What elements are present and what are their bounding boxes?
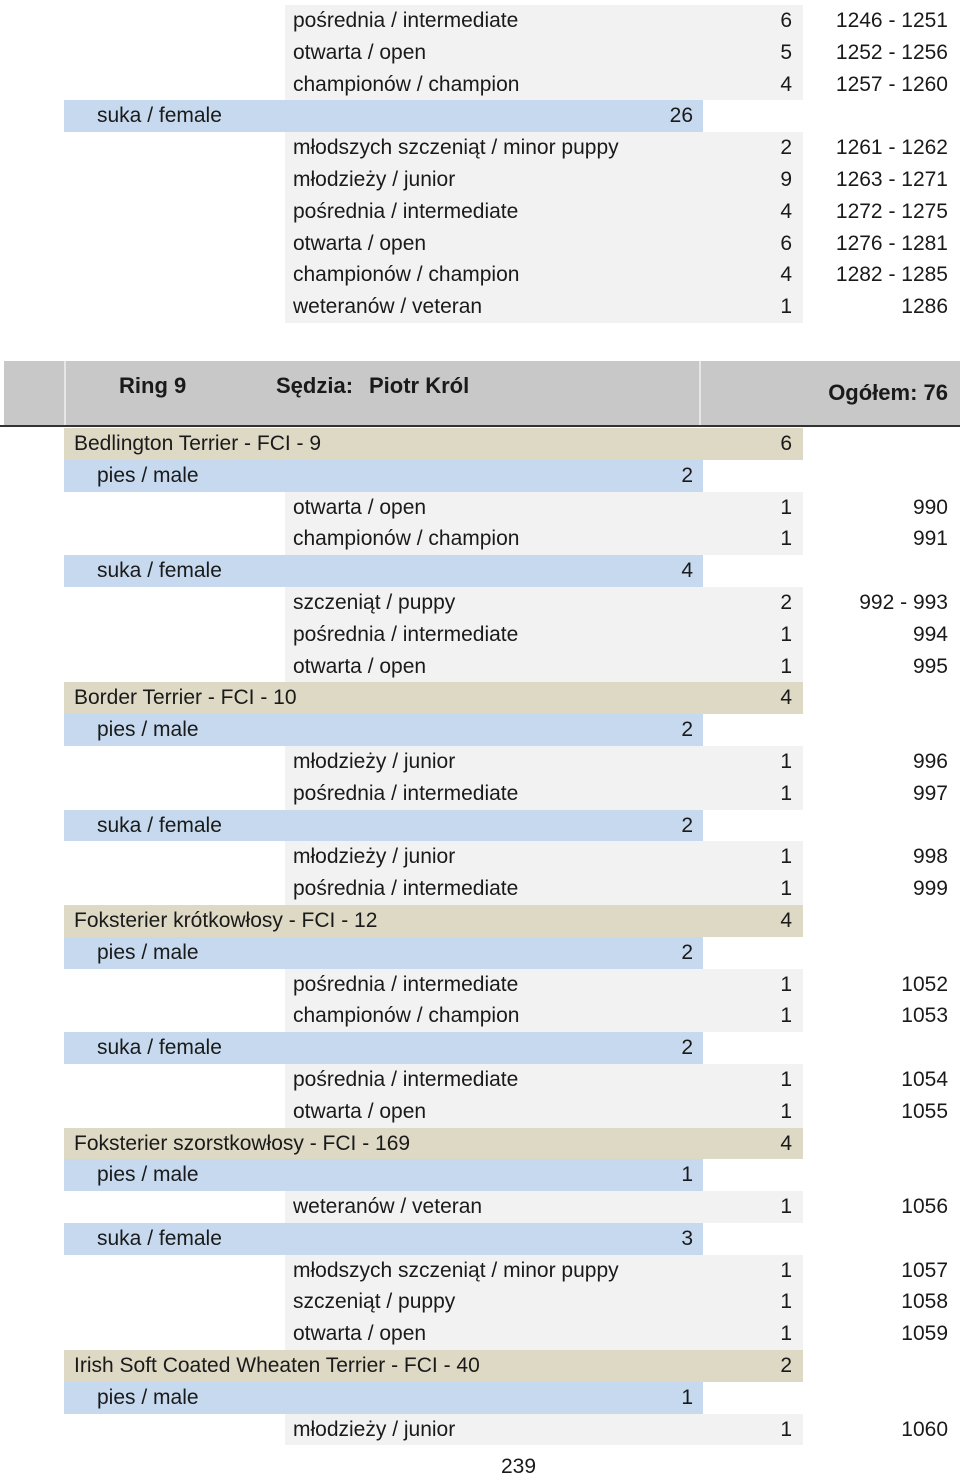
catalog-numbers: 1272 - 1275 [835,199,948,223]
class-entry-count: 1 [780,1322,792,1346]
sex-name: suka / female [97,559,222,583]
judge-label: Sędzia: [276,372,354,398]
sex-row [0,1382,960,1414]
catalog-numbers: 1282 - 1285 [835,263,948,287]
ring-listing [0,428,960,1446]
class-entry-count: 1 [780,749,792,773]
class-name: otwarta / open [293,40,427,64]
class-entry-count: 1 [780,527,792,551]
sex-row [0,714,960,746]
breed-name: Irish Soft Coated Wheaten Terrier - FCI - 40 [74,1354,480,1378]
class-name: młodzieży / junior [293,845,456,869]
class-row [0,1255,960,1287]
breed-name: Foksterier krótkowłosy - FCI - 12 [74,908,378,932]
sex-name: pies / male [97,1385,199,1409]
catalog-numbers: 1059 [901,1322,948,1346]
sex-name: pies / male [97,1163,199,1187]
class-entry-count: 1 [780,1417,792,1441]
class-name: młodzieży / junior [293,1417,456,1441]
class-entry-count: 1 [780,781,792,805]
sex-entry-count: 3 [681,1226,693,1250]
catalog-numbers: 996 [912,749,948,773]
breed-entry-count: 4 [780,1131,792,1155]
breed-entry-count: 2 [780,1354,792,1378]
class-entry-count: 1 [780,654,792,678]
class-name: młodzieży / junior [293,167,456,191]
class-row [0,164,960,196]
sex-entry-count: 26 [669,104,693,128]
sex-name: pies / male [97,718,199,742]
sex-name: suka / female [97,104,222,128]
sex-entry-count: 4 [681,559,693,583]
class-name: championów / champion [293,72,520,96]
class-name: otwarta / open [293,1322,427,1346]
class-row [0,196,960,228]
class-name: championów / champion [293,263,520,287]
catalog-numbers: 992 - 993 [859,590,948,614]
class-entry-count: 1 [780,1004,792,1028]
class-row [0,492,960,524]
class-row [0,1064,960,1096]
class-name: otwarta / open [293,1099,427,1123]
sex-entry-count: 2 [681,940,693,964]
catalog-numbers: 1252 - 1256 [835,40,948,64]
breed-name: Foksterier szorstkowłosy - FCI - 169 [74,1131,411,1155]
class-row [0,5,960,37]
catalog-numbers: 1286 [901,295,948,319]
class-entry-count: 1 [780,845,792,869]
class-entry-count: 2 [780,136,792,160]
catalog-numbers: 1055 [901,1099,948,1123]
class-entry-count: 4 [780,72,792,96]
class-row [0,132,960,164]
catalog-numbers: 1263 - 1271 [835,167,948,191]
sex-row [0,100,960,132]
catalog-numbers: 1058 [901,1290,948,1314]
class-row [0,1286,960,1318]
class-name: championów / champion [293,1004,520,1028]
catalog-numbers: 1276 - 1281 [835,231,948,255]
class-entry-count: 1 [780,1099,792,1123]
class-name: pośrednia / intermediate [293,781,519,805]
class-entry-count: 1 [780,295,792,319]
class-entry-count: 4 [780,263,792,287]
class-name: otwarta / open [293,654,427,678]
sex-entry-count: 2 [681,813,693,837]
breed-row [0,905,960,937]
class-row [0,1414,960,1446]
sex-entry-count: 2 [681,1036,693,1060]
breed-entry-count: 4 [780,908,792,932]
sex-entry-count: 2 [681,718,693,742]
breed-name: Border Terrier - FCI - 10 [74,686,297,710]
sex-name: pies / male [97,463,199,487]
class-row [0,969,960,1001]
class-entry-count: 9 [780,167,792,191]
breed-name: Bedlington Terrier - FCI - 9 [74,431,322,455]
ring-total: Ogółem: 76 [828,379,948,405]
sex-row [0,1159,960,1191]
breed-entry-count: 4 [780,686,792,710]
class-entry-count: 1 [780,972,792,996]
class-entry-count: 1 [780,1290,792,1314]
catalog-numbers: 999 [912,877,948,901]
class-row [0,873,960,905]
class-name: pośrednia / intermediate [293,622,519,646]
sex-row [0,937,960,969]
class-name: pośrednia / intermediate [293,1067,519,1091]
sex-name: suka / female [97,1226,222,1250]
class-row [0,841,960,873]
class-name: pośrednia / intermediate [293,972,519,996]
class-name: otwarta / open [293,231,427,255]
class-row [0,259,960,291]
class-row [0,523,960,555]
class-entry-count: 1 [780,877,792,901]
class-name: championów / champion [293,527,520,551]
class-name: młodszych szczeniąt / minor puppy [293,1258,619,1282]
class-entry-count: 1 [780,1258,792,1282]
class-entry-count: 5 [780,40,792,64]
class-name: młodszych szczeniąt / minor puppy [293,136,619,160]
judge-name: Piotr Król [369,372,470,398]
ring-header [0,361,960,427]
catalog-numbers: 1257 - 1260 [835,72,948,96]
class-row [0,619,960,651]
breed-row [0,682,960,714]
catalog-numbers: 1056 [901,1195,948,1219]
breed-row [0,428,960,460]
class-name: pośrednia / intermediate [293,9,519,32]
class-entry-count: 1 [780,622,792,646]
breed-row [0,1128,960,1160]
class-name: weteranów / veteran [293,1195,483,1219]
class-name: szczeniąt / puppy [293,1290,456,1314]
sex-name: suka / female [97,813,222,837]
catalog-numbers: 997 [912,781,948,805]
catalog-numbers: 1053 [901,1004,948,1028]
sex-name: pies / male [97,940,199,964]
page-number: 239 [500,1455,537,1478]
catalog-numbers: 1057 [901,1258,948,1282]
catalog-numbers: 990 [912,495,948,519]
class-name: młodzieży / junior [293,749,456,773]
sex-entry-count: 1 [681,1163,693,1187]
catalog-numbers: 1060 [901,1417,948,1441]
class-row [0,291,960,323]
previous-ring-listing [0,5,960,323]
class-row [0,1096,960,1128]
class-name: pośrednia / intermediate [293,199,519,223]
catalog-numbers: 995 [912,654,948,678]
breed-row [0,1350,960,1382]
catalog-numbers: 1246 - 1251 [835,9,948,32]
class-entry-count: 1 [780,1195,792,1219]
sex-row [0,460,960,492]
class-entry-count: 1 [780,1067,792,1091]
class-row [0,746,960,778]
class-row [0,587,960,619]
sex-name: suka / female [97,1036,222,1060]
class-row [0,1000,960,1032]
ring-name: Ring 9 [119,372,187,398]
catalog-numbers: 994 [912,622,948,646]
catalog-numbers: 1052 [901,972,948,996]
catalog-numbers: 1054 [901,1067,948,1091]
class-name: pośrednia / intermediate [293,877,519,901]
sex-row [0,1223,960,1255]
class-name: weteranów / veteran [293,295,483,319]
class-row [0,1318,960,1350]
catalog-numbers: 1261 - 1262 [835,136,948,160]
catalog-numbers: 991 [912,527,948,551]
class-name: otwarta / open [293,495,427,519]
class-row [0,1191,960,1223]
class-entry-count: 6 [780,231,792,255]
sex-row [0,555,960,587]
sex-entry-count: 2 [681,463,693,487]
class-row [0,651,960,683]
class-row [0,69,960,101]
class-entry-count: 4 [780,199,792,223]
sex-row [0,810,960,842]
class-row [0,228,960,260]
class-name: szczeniąt / puppy [293,590,456,614]
sex-row [0,1032,960,1064]
catalog-numbers: 998 [912,845,948,869]
class-entry-count: 2 [780,590,792,614]
class-row [0,778,960,810]
sex-entry-count: 1 [681,1385,693,1409]
breed-entry-count: 6 [780,431,792,455]
class-entry-count: 6 [780,9,792,32]
class-entry-count: 1 [780,495,792,519]
class-row [0,37,960,69]
